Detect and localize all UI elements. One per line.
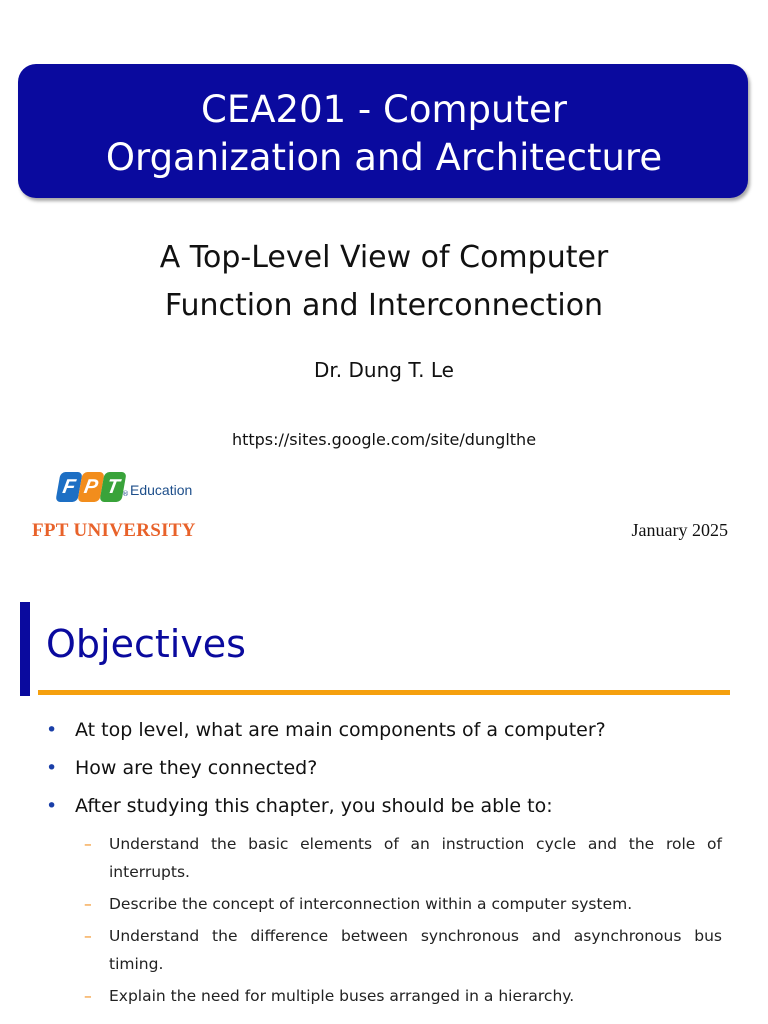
author-url[interactable]: https://sites.google.com/site/dunglthe bbox=[231, 430, 537, 449]
heading-divider bbox=[38, 690, 730, 695]
bullet-icon: • bbox=[46, 795, 58, 817]
logo-letter-t: T bbox=[99, 472, 126, 502]
dash-icon: – bbox=[84, 895, 92, 913]
bullet-icon: • bbox=[46, 757, 58, 779]
list-item bbox=[46, 792, 726, 830]
registered-mark: ® bbox=[122, 490, 129, 498]
objectives-list bbox=[46, 716, 726, 1014]
sub-list-item bbox=[84, 982, 722, 1010]
course-title-line1: CEA201 - Computer bbox=[201, 88, 567, 131]
dash-icon: – bbox=[84, 835, 92, 853]
sub-list-item-text: Describe the concept of interconnection within a computer system. bbox=[109, 895, 633, 913]
chapter-title-line1: A Top-Level View of Computer bbox=[159, 240, 609, 275]
chapter-title-line2: Function and Interconnection bbox=[164, 288, 604, 323]
sub-list-item bbox=[84, 922, 722, 978]
list-item bbox=[46, 754, 726, 792]
dash-icon: – bbox=[84, 927, 92, 945]
list-item bbox=[46, 716, 726, 754]
author-name: Dr. Dung T. Le bbox=[314, 358, 454, 382]
list-item-text: How are they connected? bbox=[75, 757, 318, 779]
logo-education-text: Education bbox=[130, 482, 193, 498]
sub-list-item bbox=[84, 890, 722, 918]
sub-list-item bbox=[84, 830, 722, 886]
sub-list-item-text: Understand the difference between synchronous and asynchronous bus timing. bbox=[109, 927, 722, 973]
objectives-heading: Objectives bbox=[46, 622, 246, 666]
course-title bbox=[0, 86, 768, 182]
list-item-text: After studying this chapter, you should be able to: bbox=[75, 795, 553, 817]
list-item-text: At top level, what are main components of a computer? bbox=[75, 719, 606, 741]
heading-accent-bar bbox=[20, 602, 30, 696]
chapter-title bbox=[0, 234, 768, 330]
date-label: January 2025 bbox=[631, 520, 728, 540]
sub-list-item-text: Explain the need for multiple buses arranged in a hierarchy. bbox=[109, 987, 575, 1005]
logo-letter-f: F bbox=[55, 472, 82, 502]
dash-icon: – bbox=[84, 987, 92, 1005]
sub-list bbox=[84, 830, 722, 1010]
logo-letter-p: P bbox=[77, 472, 104, 502]
course-title-line2: Organization and Architecture bbox=[105, 136, 663, 179]
bullet-icon: • bbox=[46, 719, 58, 741]
university-name: FPT UNIVERSITY bbox=[32, 520, 196, 541]
sub-list-item-text: Understand the basic elements of an instruction cycle and the role of interrupts. bbox=[109, 835, 722, 881]
